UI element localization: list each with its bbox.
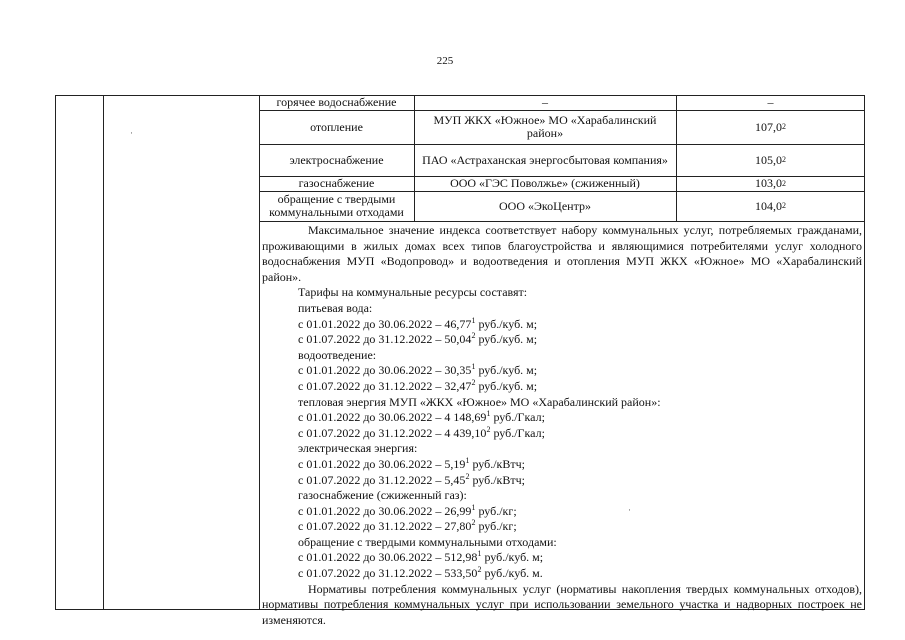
service-name: газоснабжение [298, 176, 375, 190]
tariff-line: с 01.07.2022 до 31.12.2022 – 50,04$^2$ руб./куб. м; [298, 331, 538, 347]
water-title: питьевая вода: [298, 300, 373, 315]
table-row [259, 191, 414, 221]
waste-title: обращение с твердыми коммунальными отходами: [298, 534, 557, 549]
heat-title: тепловая энергия МУП «ЖКХ «Южное» МО «Харабалинский район»: [298, 394, 661, 409]
table-row [259, 144, 414, 176]
tariff-line: с 01.01.2022 до 30.06.2022 – 26,99$^1$ руб./кг; [298, 502, 517, 518]
index-cell: 107,0 2 [755, 119, 786, 134]
intro-paragraph: Максимальное значение индекса соответствует набору коммунальных услуг, потребляемых гражданами, проживающими в жилых домах всех типов благоустройства и являющимися потребителями услуг холодного водоснабжения МУП «Водопровод» и водоотведения и отопления МУП ЖКХ «Южное» МО «Харабалинский район». [262, 223, 862, 284]
provider-cell [414, 191, 676, 221]
provider-name: ООО «ЭкоЦентр» [499, 198, 591, 213]
tariff-description [262, 223, 862, 628]
provider-name: МУП ЖКХ «Южное» МО «Харабалинский район» [433, 113, 657, 140]
index-value: 104,0 [755, 198, 782, 213]
index-cell: 103,0 2 [755, 176, 786, 190]
service-name: горячее водоснабжение [276, 95, 397, 109]
index-cell: 105,0 2 [755, 152, 786, 167]
service-name: отопление [310, 119, 363, 134]
tariffs-title: Тарифы на коммунальные ресурсы составят: [298, 285, 528, 300]
provider-cell [414, 95, 676, 110]
index-value: – [767, 95, 774, 109]
provider-cell [414, 110, 676, 144]
index-value: 103,0 [755, 176, 782, 190]
table-row [259, 95, 414, 110]
table-row [259, 176, 414, 191]
provider-name: ООО «ГЭС Поволжье» (сжиженный) [450, 176, 640, 190]
provider-name: – [542, 95, 548, 109]
row-divider [259, 221, 865, 222]
index-value: 107,0 [755, 119, 782, 134]
drain-title: водоотведение: [298, 347, 377, 362]
table-row [259, 110, 414, 144]
gas-title: газоснабжение (сжиженный газ): [298, 488, 467, 503]
tariff-line: с 01.01.2022 до 30.06.2022 – 4 148,69$^1$ руб./Гкал; [298, 409, 545, 425]
tariff-line: с 01.07.2022 до 31.12.2022 – 533,50$^2$ руб./куб. м. [298, 565, 543, 581]
tariff-line: с 01.01.2022 до 30.06.2022 – 30,35$^1$ руб./куб. м; [298, 362, 538, 378]
service-name: электроснабжение [289, 152, 384, 167]
tariff-line: с 01.01.2022 до 30.06.2022 – 512,98$^1$ руб./куб. м; [298, 549, 544, 565]
col-divider-1 [103, 95, 104, 610]
index-value: 105,0 [755, 152, 782, 167]
tariff-line: с 01.07.2022 до 31.12.2022 – 32,47$^2$ руб./куб. м; [298, 377, 538, 393]
index-cell [676, 95, 865, 110]
service-name: обращение с твердыми коммунальными отходами [269, 192, 404, 219]
index-cell: 104,0 2 [755, 198, 786, 213]
provider-cell [414, 144, 676, 176]
tariff-line: с 01.01.2022 до 30.06.2022 – 5,19$^1$ руб./кВтч; [298, 455, 526, 471]
elec-title: электрическая энергия: [298, 441, 418, 456]
provider-name: ПАО «Астраханская энергосбытовая компания» [422, 152, 668, 167]
tariff-line: с 01.01.2022 до 30.06.2022 – 46,77$^1$ руб./куб. м; [298, 315, 538, 331]
page-number: 225 [436, 55, 454, 67]
norms-paragraph: Нормативы потребления коммунальных услуг (нормативы накопления твердых коммунальных отходов), нормативы потребления коммунальных услуг при использовании земельного участка и надворных построек не изменяются. [262, 581, 862, 627]
scan-speck: · [628, 505, 631, 515]
tariff-line: с 01.07.2022 до 31.12.2022 – 5,45$^2$ руб./кВтч; [298, 471, 526, 487]
tariff-line: с 01.07.2022 до 31.12.2022 – 4 439,10$^2$ руб./Гкал; [298, 424, 545, 440]
scan-speck: · [130, 128, 133, 138]
tariff-line: с 01.07.2022 до 31.12.2022 – 27,80$^2$ руб./кг; [298, 518, 517, 534]
provider-cell [414, 176, 676, 191]
